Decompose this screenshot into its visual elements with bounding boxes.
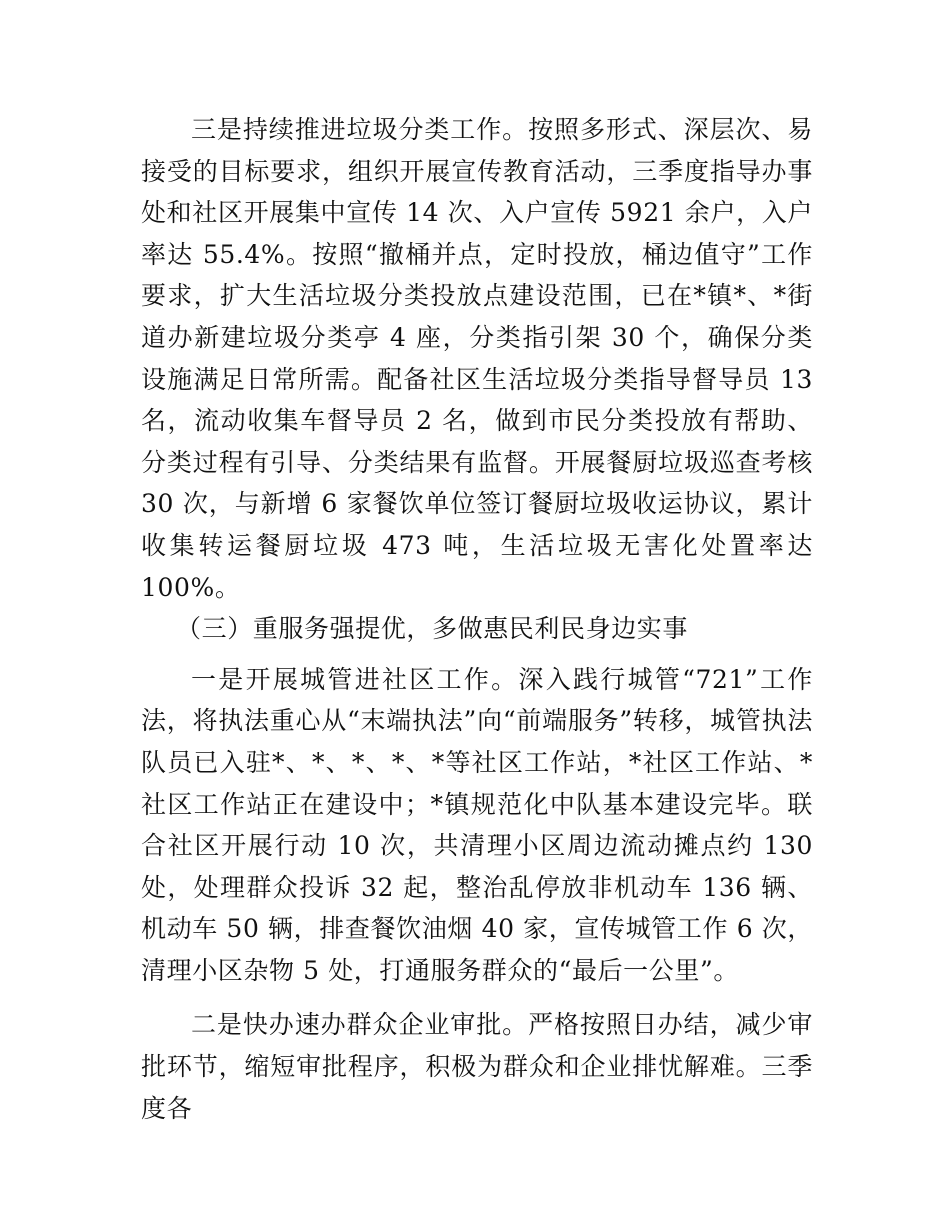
section-heading: （三）重服务强提优，多做惠民利民身边实事 — [176, 614, 689, 644]
paragraph-approval: 二是快办速办群众企业审批。严格按照日办结，减少审批环节，缩短审批程序，积极为群众和企业排忧解难。三季度各 — [141, 1010, 813, 1123]
paragraph-community-work: 一是开展城管进社区工作。深入践行城管“721”工作法，将执法重心从“末端执法”向“前端服务”转移，城管执法队员已入驻*、*、*、*、*等社区工作站，*社区工作站、*社区工作站正在建设中；*镇规范化中队基本建设完毕。联合社区开展行动 10 次，共清理小区周边流动摊点约 130 处，处理群众投诉 32 起，整治乱停放非机动车 136 辆、机动车 50 辆，排查餐饮油烟 40 家，宣传城管工作 6 次，清理小区杂物 5 处，打通服务群众的“最后一公里”。 — [141, 664, 813, 985]
document-body — [141, 109, 813, 1129]
paragraph-waste-sorting: 三是持续推进垃圾分类工作。按照多形式、深层次、易接受的目标要求，组织开展宣传教育活动，三季度指导办事处和社区开展集中宣传 14 次、入户宣传 5921 余户，入户率达 55.4%。按照“撤桶并点，定时投放，桶边值守”工作要求，扩大生活垃圾分类投放点建设范围，已在*镇*、*街道办新建垃圾分类亭 4 座，分类指引架 30 个，确保分类设施满足日常所需。配备社区生活垃圾分类指导督导员 13 名，流动收集车督导员 2 名，做到市民分类投放有帮助、分类过程有引导、分类结果有监督。开展餐厨垃圾巡查考核 30 次，与新增 6 家餐饮单位签订餐厨垃圾收运协议，累计收集转运餐厨垃圾 473 吨，生活垃圾无害化处置率达 100%。 — [141, 115, 813, 602]
